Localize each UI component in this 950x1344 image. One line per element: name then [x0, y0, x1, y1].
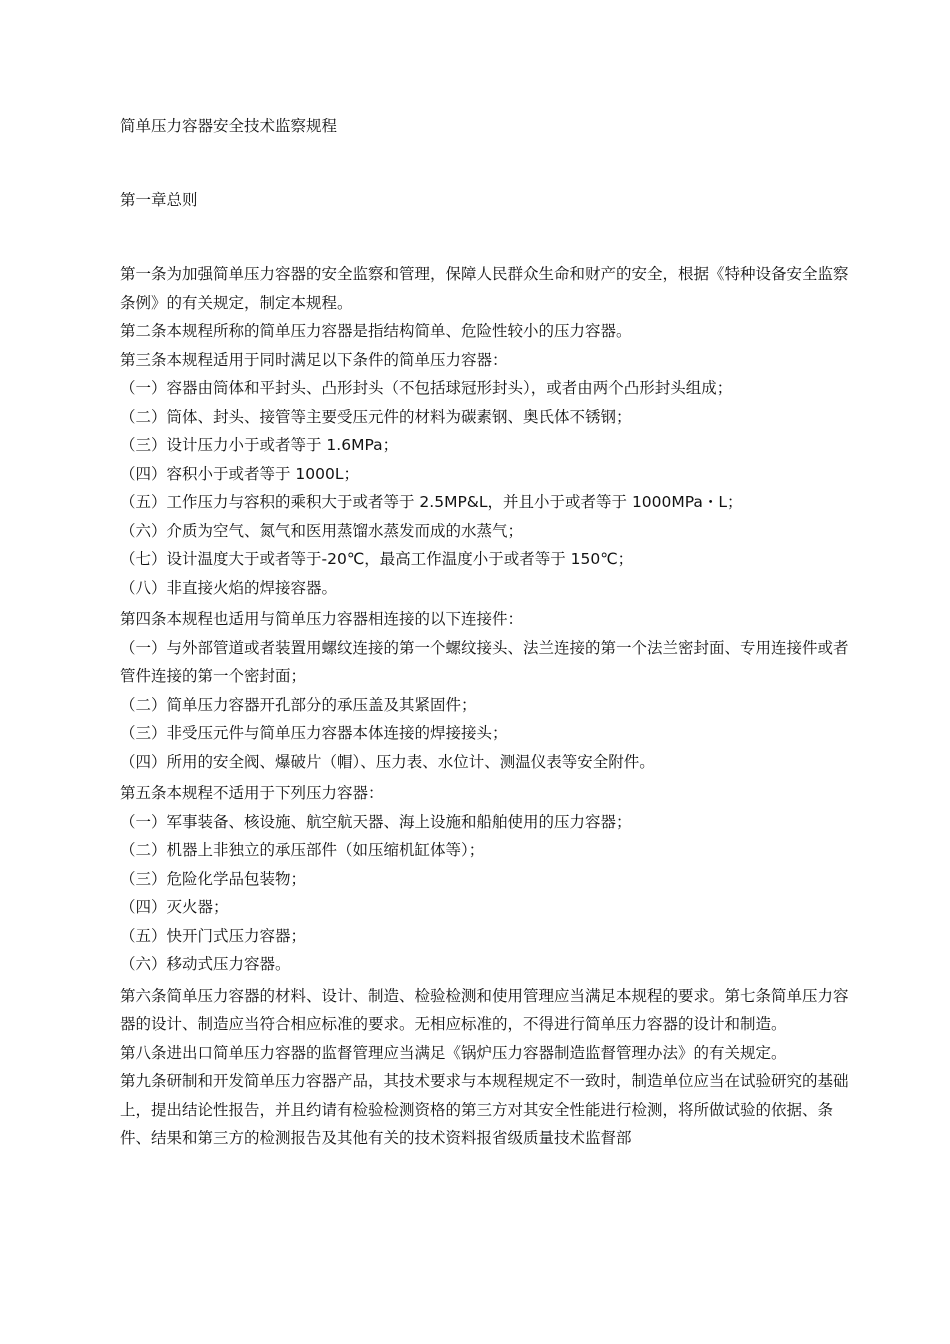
- article-3-item-8: （八）非直接火焰的焊接容器。: [120, 578, 338, 597]
- article-6-7: 第六条简单压力容器的材料、设计、制造、检验检测和使用管理应当满足本规程的要求。第七条简单压力容器的设计、制造应当符合相应标准的要求。无相应标准的，不得进行简单压力容器的设计和制造。: [120, 986, 849, 1033]
- article-8: 第八条进出口简单压力容器的监督管理应当满足《锅炉压力容器制造监督管理办法》的有关规定。: [120, 1043, 787, 1062]
- article-4-item-2: （二）简单压力容器开孔部分的承压盖及其紧固件；: [120, 695, 477, 714]
- article-5: 第五条本规程不适用于下列压力容器：: [120, 784, 384, 802]
- article-3-item-6: （六）介质为空气、氮气和医用蒸馏水蒸发而成的水蒸气；: [120, 521, 524, 540]
- article-2: 第二条本规程所称的简单压力容器是指结构简单、危险性较小的压力容器。: [120, 322, 632, 340]
- article-3: 第三条本规程适用于同时满足以下条件的简单压力容器：: [120, 350, 508, 369]
- article-3-item-1: （一）容器由筒体和平封头、凸形封头（不包括球冠形封头），或者由两个凸形封头组成；: [120, 379, 733, 397]
- chapter-heading: 第一章总则: [120, 191, 198, 209]
- article-5-item-3: （三）危险化学品包装物；: [120, 869, 307, 888]
- article-9: 第九条研制和开发简单压力容器产品，其技术要求与本规程规定不一致时，制造单位应当在试验研究的基础上，提出结论性报告，并且约请有检验检测资格的第三方对其安全性能进行检测，将所做试验的依据、条件、结果和第三方的检测报告及其他有关的技术资料报省级质量技术监督部: [120, 1072, 849, 1147]
- article-3-item-4: （四）容积小于或者等于 1000L；: [120, 464, 360, 483]
- article-3-item-5: （五）工作压力与容积的乘积大于或者等于 2.5MP&L，并且小于或者等于 1000MPa・L；: [120, 493, 743, 511]
- article-5-item-5: （五）快开门式压力容器；: [120, 926, 307, 945]
- article-1: 第一条为加强简单压力容器的安全监察和管理，保障人民群众生命和财产的安全，根据《特种设备安全监察条例》的有关规定，制定本规程。: [120, 265, 849, 312]
- article-4-item-4: （四）所用的安全阀、爆破片（帽）、压力表、水位计、测温仪表等安全附件。: [120, 752, 655, 771]
- article-5-item-2: （二）机器上非独立的承压部件（如压缩机缸体等）；: [120, 841, 485, 859]
- article-5-item-6: （六）移动式压力容器。: [120, 955, 291, 973]
- article-4-item-3: （三）非受压元件与简单压力容器本体连接的焊接接头；: [120, 724, 508, 742]
- article-3-item-2: （二）筒体、封头、接管等主要受压元件的材料为碳素钢、奥氏体不锈钢；: [120, 407, 632, 426]
- article-5-item-4: （四）灭火器；: [120, 898, 229, 916]
- document-body: [120, 112, 850, 1153]
- article-3-item-3: （三）设计压力小于或者等于 1.6MPa；: [120, 436, 399, 454]
- article-5-item-1: （一）军事装备、核设施、航空航天器、海上设施和船舶使用的压力容器；: [120, 812, 632, 831]
- article-3-item-7: （七）设计温度大于或者等于-20℃，最高工作温度小于或者等于 150℃；: [120, 550, 634, 568]
- article-4: 第四条本规程也适用与简单压力容器相连接的以下连接件：: [120, 610, 524, 628]
- article-4-item-1: （一）与外部管道或者装置用螺纹连接的第一个螺纹接头、法兰连接的第一个法兰密封面、专用连接件或者管件连接的第一个密封面；: [120, 638, 849, 685]
- document-title: 简单压力容器安全技术监察规程: [120, 117, 338, 135]
